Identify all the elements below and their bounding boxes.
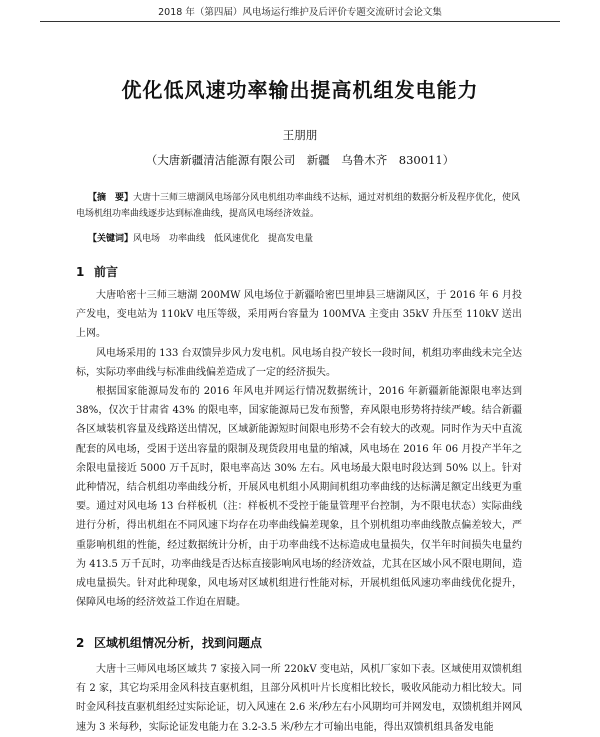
abstract bbox=[76, 190, 522, 222]
section-heading-analysis bbox=[76, 634, 522, 651]
section-heading-introduction bbox=[76, 263, 522, 280]
paragraph: 根据国家能源局发布的 2016 年风电并网运行情况数据统计，2016 年新疆新能源限电率达到 38%，仅次于甘肃省 43% 的限电率，国家能源局已发布预警，弃风限电形势将持续严峻。结合新疆各区域装机容量及线路送出情况，区域新能源短时间限电形势不会有较大的改观。同时作为天中直流配套的风电场，受困于送出容量的限制及现货段用电量的缩减，风电场在 2016 年 06 月投产半年之余限电量接近 5000 万千瓦时，限电率高达 30% 左右。风电场最大限电时段达到 50% 以上。针对此种情况，结合机组功率曲线分析，开展风电机组小风期间机组功率曲线的达标满足额定出线更为重要。通过对风电场 13 台样板机（注：样板机不受控于能量管理平台控制，为不限电状态）实际曲线进行分析，得出机组在不同风速下均存在功率曲线偏差现象，且个别机组功率曲线散点偏差较大，严重影响机组的性能，经过数据统计分析，由于功率曲线不达标造成电量损失，仅半年时间损失电量约为 413.5 万千瓦时，功率曲线是否达标直接影响风电场的经济效益，尤其在区域小风不限电期间，造成电量损失。针对此种现象，风电场对区域机组进行性能对标，开展机组低风速功率曲线优化提升，保障风电场的经济效益工作迫在眉睫。 bbox=[76, 386, 522, 609]
author-affiliation: （大唐新疆清洁能源有限公司 新疆 乌鲁木齐 830011） bbox=[145, 153, 455, 167]
paragraph: 大唐十三师风电场区域共 7 家接入同一所 220kV 变电站，风机厂家如下表。区域使用双馈机组有 2 家，其它均采用金风科技直驱机组，且部分风机叶片长度相比较长，吸收风能动力相比较大。同时金风科技直驱机组经过实际论证，切入风速在 2.6 米/秒左右小风期均可并网发电，双馈机组并网风速为 3 米每秒，实际论证发电能力在 3.2-3.5 米/秒左才可输出电能，得出双馈机组具备发电能 bbox=[76, 664, 522, 733]
paragraph: 大唐哈密十三师三塘湖 200MW 风电场位于新疆哈密巴里坤县三塘湖风区，于 2016 年 6 月投产发电，变电站为 110kV 电压等级，采用两台容量为 100MVA 主变由 35kV 升压至 110kV 送出上网。 bbox=[76, 290, 522, 340]
section-title: 前言 bbox=[94, 265, 119, 279]
keywords-label: 【关键词】 bbox=[88, 234, 134, 244]
section-number: 1 bbox=[76, 265, 85, 279]
keywords-text: 风电场 功率曲线 低风速优化 提高发电量 bbox=[133, 234, 314, 244]
paper-title: 优化低风速功率输出提高机组发电能力 bbox=[121, 78, 479, 102]
author-name: 王朋朋 bbox=[282, 128, 318, 142]
section-title: 区域机组情况分析，找到问题点 bbox=[94, 636, 263, 650]
section-body-introduction bbox=[76, 286, 522, 612]
keywords bbox=[76, 231, 522, 247]
section-body-analysis bbox=[76, 660, 522, 737]
running-head: 2018 年（第四届）风电场运行维护及后评价专题交流研讨会论文集 bbox=[40, 4, 560, 22]
section-number: 2 bbox=[76, 636, 85, 650]
abstract-label: 【摘 要】 bbox=[88, 193, 134, 203]
paragraph: 风电场采用的 133 台双馈异步风力发电机。风电场自投产较长一段时间，机组功率曲线未完全达标，实际功率曲线与标准曲线偏差造成了一定的经济损失。 bbox=[76, 347, 522, 378]
abstract-text: 大唐十三师三塘湖风电场部分风电机组功率曲线不达标，通过对机组的数据分析及程序优化，使风电场机组功率曲线逐步达到标准曲线，提高风电场经济效益。 bbox=[76, 193, 521, 219]
